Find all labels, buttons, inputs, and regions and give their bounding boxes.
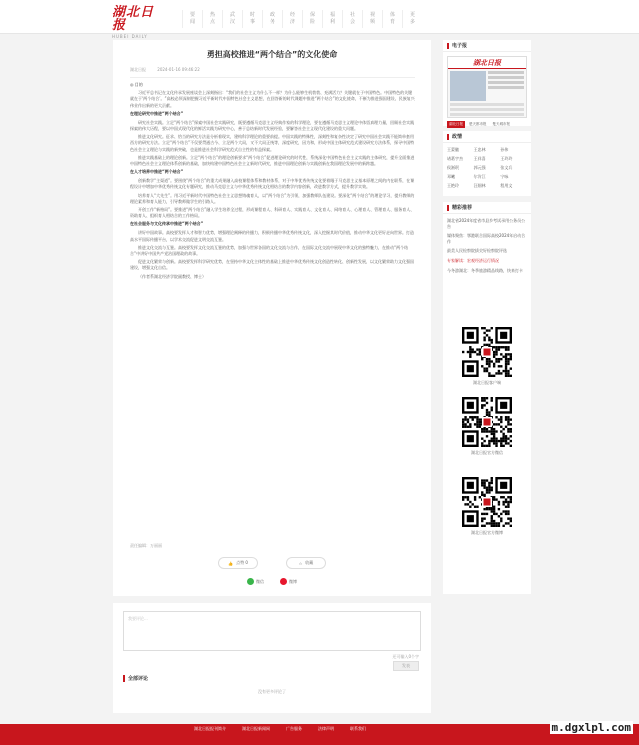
footer bbox=[0, 724, 639, 745]
politics-name-link[interactable]: 程用文 bbox=[500, 183, 513, 188]
star-icon: ☆ bbox=[298, 560, 303, 566]
article-paragraph: 推进文化研究。征求、恰当的研究方法是分析着现实，建构科学理论的重要前提。中国实践的特殊性，深刻性和复杂性决定了研究中国社会实践不能简单套用西方的研究方法。立足“两个结合”不仅要贯通古今、立足两个大局，又不大局正统等，深度研究，因为和，形成中国主体研究范式建设研究方法体系，探寻中国特色社会主义理论与实践的新突破，也是推进社会科学研究范式自主性的有益探索。 bbox=[130, 134, 415, 152]
nav-item-label: 保 bbox=[309, 12, 315, 18]
politics-name-link[interactable]: 汪细林 bbox=[473, 183, 486, 188]
nav-item-label: 务 bbox=[269, 19, 275, 25]
nav-item-label: 多 bbox=[409, 19, 415, 25]
politics-box bbox=[443, 131, 531, 196]
nav-item-label: 险 bbox=[309, 19, 315, 25]
nav-item-label: 点 bbox=[209, 19, 215, 25]
article-paragraph: 习近平总书记在文化传承发展座谈会上深刻指出：“我们的社会主义为什么不一样？为什么能够生机勃勃、充满活力？关键就在于中国特色。中国特色的关键就在于‘两个结合’。”高校必须深刻把握习近平新时代中国特色社会主义思想，在回答新的时代课题中推进“两个结合”的文化使命，不断为推进强国建设、民族复兴伟业作出新的更大贡献。 bbox=[130, 90, 415, 108]
like-button[interactable] bbox=[218, 557, 258, 569]
comment-input[interactable]: 我要评论... bbox=[123, 611, 421, 651]
article-paragraph: （作者系湖北经济学院副教授、博士） bbox=[138, 273, 206, 279]
article-paragraph: 推进文化交流与互鉴。高校要发挥文化交流互鉴的优势，加强与世界各国的文化交流与合作，在国际文化交流中展现中华文化的独特魅力，在推动“两个结合”中讲好中国共产党治国理政的故事。 bbox=[130, 244, 409, 257]
nav-item-label: 时 bbox=[249, 12, 255, 18]
share-row bbox=[113, 578, 431, 585]
politics-grid bbox=[447, 147, 527, 189]
qr-code-weibo bbox=[462, 477, 512, 527]
article-paragraph: 创新教学“主渠道”。要围绕“两个结合”的重大成果融入高校课程体系和教材体系，对于中华优秀传统文化要着眼于马克思主义基本原理之间的内在联系，在课程设计中增加中华优秀传统文化专题研究，推动马克思主义与中华优秀传统文化相结合的教学内容创新，改进教学方式，提升教学实效。 bbox=[130, 178, 415, 190]
nav-item-1[interactable] bbox=[202, 10, 222, 28]
article-paragraph: 研究社会实践。立足“两个结合”探索中国社会实践研究，既要遵循马克思主义经典作家的科学理论，要在遵循马克思主义理论中体悟真理力量，回顾社会实践探索的伟大历程，要以中国式现代化的鲜活实践为研究中心，善于总结新时代发展经验，要解答社会主义现代化建设的重大问题。 bbox=[130, 119, 415, 132]
politics-title: 政情 bbox=[452, 134, 463, 140]
qr-caption-wechat: 湖北日报官方微信 bbox=[471, 450, 503, 455]
article-body bbox=[130, 82, 415, 552]
epaper-tabs bbox=[447, 121, 512, 128]
recommend-link[interactable]: 专家解读：宏观经济运行情况 bbox=[447, 257, 499, 263]
editor-label: 责任编辑：万丽丽 bbox=[130, 543, 162, 548]
footer-link[interactable]: 湖北日报报刊简介 bbox=[194, 726, 226, 731]
article-paragraph: 讲好中国故事。高校要发挥人才和智力优势，增强理论阐释的传播力，积极传播中华优秀传统文化，深入挖掘其时代价值，推动中华文化更好走向世界。打造高水平国际传播平台，以学术交流促进文明交流互鉴。 bbox=[130, 230, 414, 242]
politics-name-link[interactable]: 王蒙徽 bbox=[447, 147, 459, 152]
footer-link[interactable]: 联系我们 bbox=[350, 726, 366, 731]
nav-item-label: 经 bbox=[289, 12, 295, 18]
qr-code-app bbox=[462, 327, 512, 377]
nav-item-2[interactable] bbox=[222, 10, 242, 28]
article-source: 湖北日报 bbox=[130, 67, 146, 72]
epaper-thumbnail[interactable] bbox=[447, 56, 527, 118]
nav-item-10[interactable] bbox=[382, 10, 402, 28]
recommend-link[interactable]: 湖北省2024年度省市县乡考试录用公务员公告 bbox=[447, 218, 526, 229]
comment-panel bbox=[113, 603, 431, 713]
recommend-heading bbox=[443, 202, 531, 214]
recommend-box bbox=[443, 202, 531, 594]
share-wechat-label: 微信 bbox=[256, 578, 264, 584]
politics-name-link[interactable]: 张文兵 bbox=[500, 165, 513, 170]
weibo-icon bbox=[280, 578, 287, 585]
politics-name-link[interactable]: 宁咏 bbox=[500, 174, 509, 179]
nav-item-label: 事 bbox=[249, 19, 255, 25]
share-weibo-label: 微博 bbox=[289, 578, 297, 584]
site-logo[interactable] bbox=[112, 5, 164, 39]
article-paragraph: 培养育人“大先生”。用习近平新时代中国特色社会主义思想铸魂育人，以“两个结合”为引领，加强教师队伍建设。要深化“两个结合”的理论学习，提升教师的理论素养和育人能力，引导教师做学生的引路人。 bbox=[130, 192, 415, 204]
thumb-up-icon: 👍 bbox=[228, 560, 234, 566]
recommend-link[interactable]: 今冬游湖北：冬季旅游精品线路，快来打卡 bbox=[447, 267, 523, 273]
article-byline: ◎ 目的 bbox=[130, 82, 143, 87]
politics-name-link[interactable]: 王祥喜 bbox=[473, 156, 486, 161]
nav-item-label: 济 bbox=[289, 19, 295, 25]
politics-name-link[interactable]: 尔肯江 bbox=[473, 174, 486, 179]
nav-item-label: 闻 bbox=[189, 19, 195, 25]
nav-item-11[interactable] bbox=[402, 10, 422, 28]
nav-item-label: 育 bbox=[389, 19, 395, 25]
epaper-tab[interactable]: 湖北日报 bbox=[449, 122, 463, 126]
nav-item-5[interactable] bbox=[282, 10, 302, 28]
politics-name-link[interactable]: 孙伟 bbox=[500, 147, 509, 152]
epaper-tab[interactable]: 楚天城市报 bbox=[492, 122, 510, 126]
article-paragraph: 开创工作“新格局”。要推进“两个结合”融入学生培养全过程，形成课程育人、科研育人、实践育人、文化育人、网络育人、心理育人、管理育人、服务育人、资助育人、组织育人相结合的工作格局。 bbox=[130, 207, 415, 219]
politics-name-link[interactable]: 邓曦 bbox=[447, 174, 455, 179]
article-paragraph: 推进实践基础上的理论创新。立足“两个结合”的理论创新要求“两个结合”促进理论研究的时代性，系统深化中国特色社会主义实践的主体研究，提升全面推进中国特色社会主义理论体系创新的基础，加快构建中国特色社会主义新时代研究，推进中国理论创新与实践创新在我国理论发展中的新跨越。 bbox=[130, 154, 415, 167]
nav-item-4[interactable] bbox=[262, 10, 282, 28]
nav-item-3[interactable] bbox=[242, 10, 262, 28]
article-title: 勇担高校推进“两个结合”的文化使命 bbox=[206, 50, 338, 59]
section-heading: 在社会服务与文化传承中推进“两个结合” bbox=[130, 221, 204, 227]
favorite-button[interactable] bbox=[286, 557, 326, 569]
nav-item-label: 热 bbox=[209, 12, 215, 18]
nav-item-label: 武 bbox=[229, 12, 235, 18]
politics-name-link[interactable]: 王艳玲 bbox=[447, 183, 459, 188]
like-label: 点赞 0 bbox=[236, 560, 248, 565]
nav-item-label: 利 bbox=[329, 19, 335, 25]
nav-item-label: 频 bbox=[369, 19, 375, 25]
nav-item-label: 更 bbox=[409, 12, 415, 18]
nav-item-6[interactable] bbox=[302, 10, 322, 28]
footer-link[interactable]: 法律声明 bbox=[318, 726, 334, 731]
politics-name-link[interactable]: 侯淅珉 bbox=[447, 165, 459, 170]
footer-link[interactable]: 湖北日报新闻网 bbox=[242, 726, 270, 731]
article-time: 2024-01-16 09:46:22 bbox=[157, 67, 200, 72]
top-header bbox=[0, 0, 639, 39]
nav-item-label: 社 bbox=[349, 12, 355, 18]
wechat-icon bbox=[247, 578, 254, 585]
favorite-label: 收藏 bbox=[305, 560, 314, 565]
main-nav bbox=[182, 10, 422, 28]
watermark-text: m.dgxlpl.com bbox=[551, 721, 631, 734]
epaper-title: 电子报 bbox=[452, 43, 468, 49]
qr-code-wechat bbox=[462, 397, 512, 447]
epaper-logo: 湖北日报 bbox=[473, 57, 501, 67]
qr-caption-app: 湖北日报客户端 bbox=[473, 380, 501, 385]
nav-item-label: 要 bbox=[189, 12, 195, 18]
logo-text: 湖北日报 bbox=[112, 5, 155, 33]
nav-item-9[interactable] bbox=[362, 10, 382, 28]
politics-name-link[interactable]: 郭元强 bbox=[473, 165, 486, 170]
logo-subtext: HUBEI DAILY bbox=[112, 34, 148, 39]
section-heading: 在理论研究中推进“两个结合” bbox=[130, 110, 184, 116]
nav-item-label: 会 bbox=[349, 19, 355, 25]
nav-item-label: 视 bbox=[369, 12, 375, 18]
share-wechat-button[interactable] bbox=[247, 578, 264, 585]
nav-item-7[interactable] bbox=[322, 10, 342, 28]
comment-char-count: 还可输入0个字 bbox=[392, 654, 419, 659]
footer-links bbox=[0, 724, 560, 734]
politics-heading bbox=[443, 131, 531, 143]
comment-list-title: 全部评论 bbox=[123, 675, 148, 682]
share-weibo-button[interactable] bbox=[280, 578, 297, 585]
comment-submit-button[interactable]: 发表 bbox=[393, 661, 419, 671]
epaper-box bbox=[443, 40, 531, 126]
article-meta bbox=[130, 67, 415, 78]
nav-item-label: 福 bbox=[329, 12, 335, 18]
recommend-link[interactable]: 最美人民检察院拔尖好检察院评选 bbox=[447, 248, 507, 254]
epaper-heading bbox=[443, 40, 531, 52]
nav-item-label: 政 bbox=[269, 12, 275, 18]
article-panel bbox=[113, 40, 431, 596]
recommend-link[interactable]: 媒体聚焦：鄂港联合国际高校2024年启动合作 bbox=[447, 233, 526, 244]
qr-caption-weibo: 湖北日报官方微博 bbox=[471, 530, 503, 535]
epaper-tab[interactable]: 楚天都市报 bbox=[469, 122, 487, 126]
recommend-list bbox=[443, 218, 531, 273]
politics-name-link[interactable]: 诸葛宇杰 bbox=[447, 156, 463, 161]
politics-name-link[interactable]: 王忠林 bbox=[473, 147, 486, 152]
nav-item-8[interactable] bbox=[342, 10, 362, 28]
nav-item-label: 汉 bbox=[229, 19, 235, 25]
article-paragraph: 促进文化繁荣与创新。高校要发挥科学研究优势，在坚持中华文化主体性的基础上推进中华优秀传统文化创造性转化、创新性发展，以文化繁荣助力文化强国建设，增强文化自信。 bbox=[130, 259, 414, 271]
recommend-title: 精彩推荐 bbox=[452, 205, 473, 211]
no-comment-text: 没有更多评论了 bbox=[258, 689, 286, 694]
section-heading: 在人才培养中推进“两个结合” bbox=[130, 169, 184, 175]
action-row bbox=[113, 557, 431, 569]
nav-item-0[interactable] bbox=[182, 10, 202, 28]
footer-link[interactable]: 广告服务 bbox=[286, 726, 302, 731]
nav-item-label: 体 bbox=[389, 12, 395, 18]
politics-name-link[interactable]: 王玲玲 bbox=[500, 156, 513, 161]
